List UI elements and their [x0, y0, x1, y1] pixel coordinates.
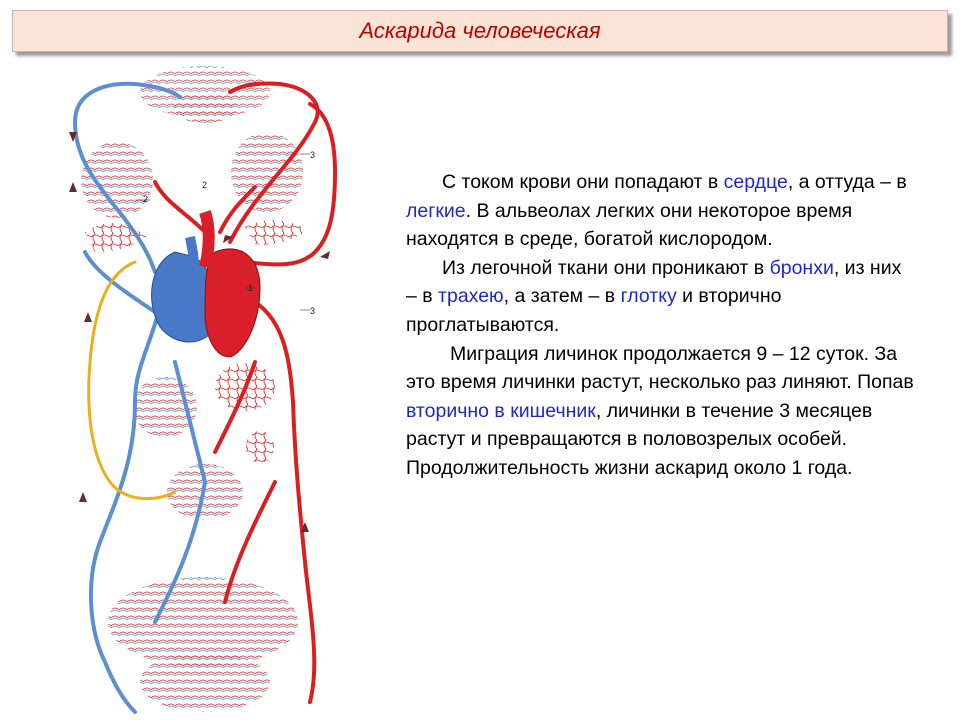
text-run: , а затем – в — [503, 285, 621, 308]
text-run: и вторично проглатываются. — [406, 285, 782, 336]
circulatory-diagram — [55, 62, 345, 717]
term-intestine: вторично в кишечник — [406, 399, 596, 422]
term-lungs: легкие — [406, 199, 466, 222]
title-banner — [12, 10, 948, 52]
label-artery-upper: 3 — [310, 150, 316, 160]
paragraph-2 — [406, 254, 916, 340]
label-artery-lower: 3 — [310, 306, 316, 316]
term-bronchi: бронхи — [769, 256, 834, 279]
label-lung-left: 2 — [143, 194, 149, 204]
text-run: Из легочной ткани они проникают в — [442, 256, 770, 279]
term-heart: сердце — [723, 171, 788, 193]
heart — [152, 212, 260, 357]
body-text — [406, 168, 916, 483]
text-run: , из них – в — [406, 256, 902, 308]
head-capillary-net — [140, 66, 270, 123]
term-pharynx: глотку — [620, 285, 677, 308]
paragraph-1 — [406, 168, 916, 254]
text-run: , личинки в течение 3 месяцев растут и превращаются в половозрелых особей. Продолжительность жизни аскарид около 1 года. — [406, 399, 873, 479]
text-run: , а оттуда – в — [787, 171, 907, 193]
term-trachea: трахею — [438, 285, 504, 308]
text-run: С током крови они попадают в — [442, 171, 724, 193]
label-heart: 1 — [248, 283, 254, 293]
text-run: . В альвеолах легких они некоторое время находятся в среде, богатой кислородом. — [406, 199, 853, 251]
paragraph-3 — [406, 340, 916, 483]
text-run: Миграция личинок продолжается 9 – 12 суток. За это время личинки растут, несколько раз линяют. Попав — [406, 342, 914, 394]
slide-title: Аскарида человеческая — [359, 18, 601, 43]
label-lung-right: 2 — [202, 180, 208, 190]
